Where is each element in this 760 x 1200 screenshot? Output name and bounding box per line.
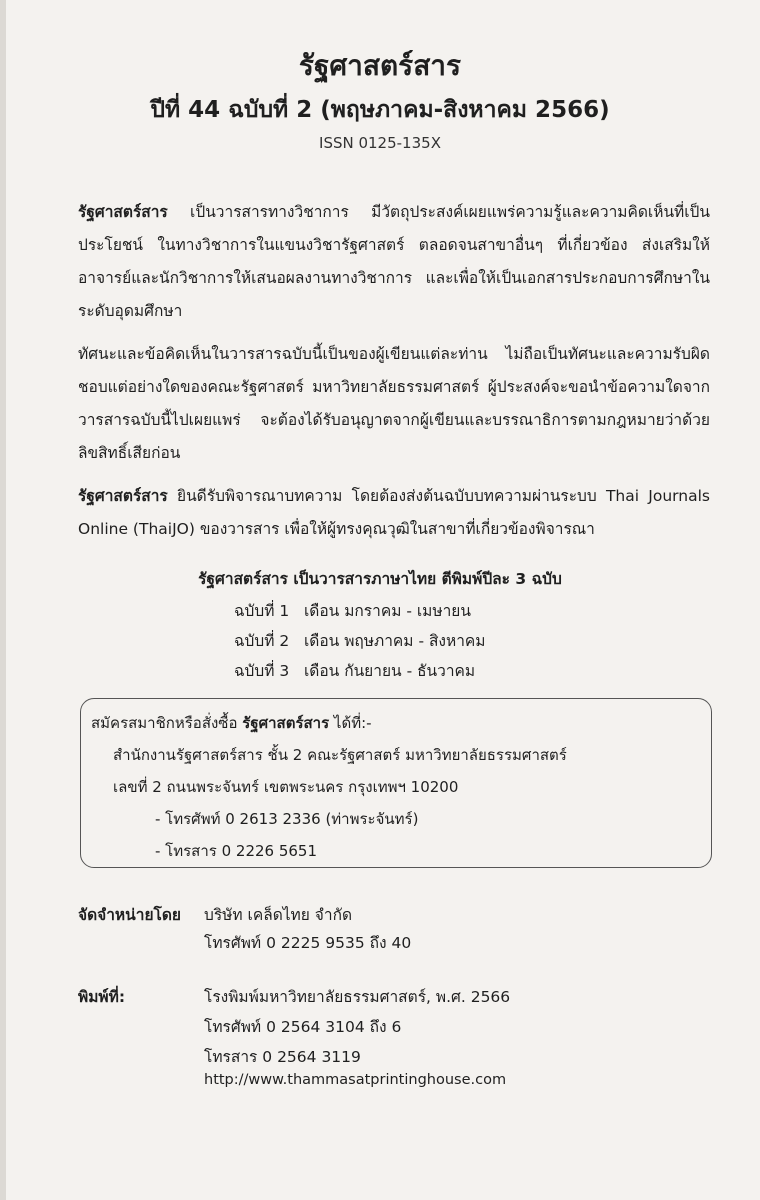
distributor-phone: โทรศัพท์ 0 2225 9535 ถึง 40 [204, 934, 412, 952]
subscription-lead-tail: ได้ที่:- [329, 714, 372, 732]
issue-number: ฉบับที่ 1 [234, 602, 290, 620]
subscription-lead-text: สมัครสมาชิกหรือสั่งซื้อ [91, 714, 243, 732]
journal-name: รัฐศาสตร์สาร [242, 714, 330, 732]
subscription-lead [91, 711, 372, 735]
submission-text: ยินดีรับพิจารณาบทความ โดยต้องส่งต้นฉบับบทความผ่านระบบ Thai Journals Online (ThaiJO) ของวารสาร เพื่อให้ผู้ทรงคุณวุฒิในสาขาที่เกี่ยวข้องพิจารณา [78, 487, 710, 538]
issue-months: เดือน กันยายน - ธันวาคม [304, 662, 476, 680]
intro-paragraph [78, 196, 710, 328]
issue-schedule-item [234, 658, 475, 683]
disclaimer-paragraph: ทัศนะและข้อคิดเห็นในวารสารฉบับนี้เป็นของผู้เขียนแต่ละท่าน ไม่ถือเป็นทัศนะและความรับผิดชอบแต่อย่างใดของคณะรัฐศาสตร์ มหาวิทยาลัยธรรมศาสตร์ ผู้ประสงค์จะขอนำข้อความใดจากวารสารฉบับนี้ไปเผยแพร่ จะต้องได้รับอนุญาตจากผู้เขียนและบรรณาธิการตามกฎหมายว่าด้วยลิขสิทธิ์เสียก่อน [78, 345, 710, 462]
distributor-label: จัดจำหน่ายโดย [78, 906, 182, 924]
printer-fax: โทรสาร 0 2564 3119 [204, 1048, 361, 1066]
issue-months: เดือน พฤษภาคม - สิงหาคม [304, 632, 486, 650]
office-address-line1: สำนักงานรัฐศาสตร์สาร ชั้น 2 คณะรัฐศาสตร์ มหาวิทยาลัยธรรมศาสตร์ [113, 746, 567, 764]
intro-text: เป็นวารสารทางวิชาการ มีวัตถุประสงค์เผยแพร่ความรู้และความคิดเห็นที่เป็นประโยชน์ ในทางวิชาการในแขนงวิชารัฐศาสตร์ ตลอดจนสาขาอื่นๆ ที่เกี่ยวข้อง ส่งเสริมให้อาจารย์และนักวิชาการให้เสนอผลงานทางวิชาการ และเพื่อให้เป็นเอกสารประกอบการศึกษาในระดับอุดมศึกษา [78, 203, 710, 320]
issue-number: ฉบับที่ 2 [234, 632, 290, 650]
issn: ISSN 0125-135X [319, 134, 441, 152]
office-address-line2: เลขที่ 2 ถนนพระจันทร์ เขตพระนคร กรุงเทพฯ 10200 [113, 778, 459, 796]
journal-name: รัฐศาสตร์สาร [78, 203, 168, 221]
printer-website-link[interactable]: http://www.thammasatprintinghouse.com [204, 1072, 507, 1088]
issue-months: เดือน มกราคม - เมษายน [304, 602, 471, 620]
issue-info: ปีที่ 44 ฉบับที่ 2 (พฤษภาคม-สิงหาคม 2566) [150, 97, 610, 123]
issue-schedule-item [234, 628, 486, 653]
issue-schedule-item [234, 598, 471, 623]
submission-paragraph [78, 480, 710, 546]
printer-phone: โทรศัพท์ 0 2564 3104 ถึง 6 [204, 1018, 402, 1036]
journal-title: รัฐศาสตร์สาร [298, 49, 462, 82]
printer-name: โรงพิมพ์มหาวิทยาลัยธรรมศาสตร์, พ.ศ. 2566 [204, 988, 511, 1006]
journal-name: รัฐศาสตร์สาร [78, 487, 168, 505]
frequency-title: รัฐศาสตร์สาร เป็นวารสารภาษาไทย ตีพิมพ์ปีละ 3 ฉบับ [198, 570, 562, 588]
printer-label: พิมพ์ที่: [78, 988, 126, 1006]
issue-number: ฉบับที่ 3 [234, 662, 290, 680]
page-edge [0, 0, 6, 1200]
office-fax: - โทรสาร 0 2226 5651 [155, 842, 318, 860]
office-phone: - โทรศัพท์ 0 2613 2336 (ท่าพระจันทร์) [155, 810, 419, 828]
subscription-box [80, 698, 712, 868]
distributor-name: บริษัท เคล็ดไทย จำกัด [204, 906, 353, 924]
